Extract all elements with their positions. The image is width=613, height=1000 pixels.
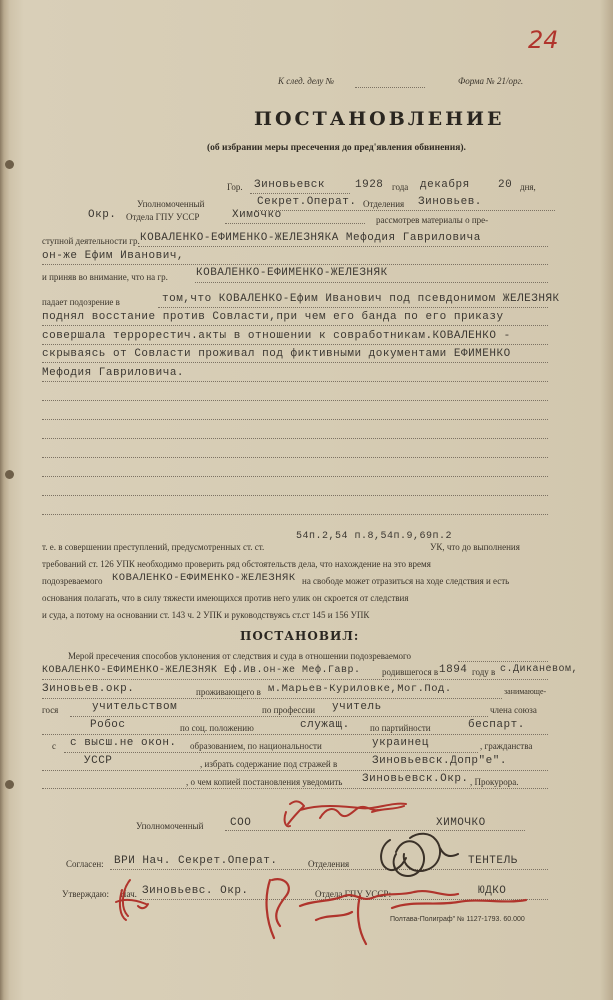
agree-department-label: Отделения <box>308 859 350 869</box>
party-label: по партийности <box>370 723 431 733</box>
document-subtitle: (об избрании меры пресечения до пред'явления обвинения). <box>207 143 466 153</box>
approve-gpu-label: Отдела ГПУ УССР: <box>315 889 392 899</box>
day-word: дня, <box>520 182 536 192</box>
crime-text: т. е. в совершении преступлений, предусмотренных ст. ст. <box>42 542 265 552</box>
activity-label: ступной деятельности гр. <box>42 236 140 246</box>
measure-intro: Мерой пресечения способов уклонения от следствия и суда в отношении подозреваемого <box>68 651 412 661</box>
approve-position: Нач. <box>120 889 137 899</box>
nationality-value: украинец <box>372 737 429 749</box>
party-value: беспарт. <box>468 719 525 731</box>
social-label: по соц. положению <box>180 723 254 733</box>
born-label: родившегося в <box>382 667 439 677</box>
department-label: Отделения <box>363 199 405 209</box>
body-line: требований ст. 126 УПК необходимо проверить ряд обстоятельств дела, что нахождение на это время <box>42 559 431 569</box>
born-place: с.Диканевом, <box>500 664 579 675</box>
citizenship-label: , гражданства <box>480 741 533 751</box>
considered-text: рассмотрев материалы о пре- <box>376 215 489 225</box>
official-signature-ink <box>285 801 406 826</box>
prosecutor-value: Зиновьевск.Окр. <box>362 773 469 785</box>
body-line-name: КОВАЛЕНКО-ЕФИМЕНКО-ЖЕЛЕЗНЯК <box>112 572 296 584</box>
signature-official-name: ХИМОЧКО <box>436 817 486 829</box>
agree-name: ТЕНТЕЛЬ <box>468 855 518 867</box>
body-line-suffix: на свободе может отразиться на ходе следствия и есть <box>302 576 510 586</box>
suspicion-line: скрываясь от Совласти проживал под фиктивными документами ЕФИМЕНКО <box>42 348 511 360</box>
year-value: 1928 <box>355 179 384 191</box>
official-position: Секрет.Операт. <box>257 196 357 208</box>
prosecutor-label: , Прокурора. <box>470 777 519 787</box>
agree-department: Секрет.Операт. <box>178 855 278 867</box>
city-prefix: Гор. <box>227 182 243 192</box>
education-label: образованием, по национальности <box>190 741 322 751</box>
union-value: Робос <box>90 719 126 731</box>
suspicion-line: поднял восстание против Совласти,при чем его банда по его приказу <box>42 311 504 323</box>
agree-position: ВРИ Нач. <box>114 855 171 867</box>
profession-value: учитель <box>332 701 382 713</box>
citizenship-value: УССР <box>84 755 113 767</box>
social-value: служащ. <box>300 719 350 731</box>
crime-articles: 54п.2,54 п.8,54п.9,69п.2 <box>296 531 453 542</box>
body-line-prefix: подозреваемого <box>42 576 103 586</box>
profession-label: по профессии <box>262 705 316 715</box>
living-place: м.Марьев-Куриловке,Мог.Под. <box>268 683 452 695</box>
born-year: 1894 <box>439 664 468 676</box>
living-label: проживающего в <box>196 687 261 697</box>
education-value: с высш.не окон. <box>70 737 177 749</box>
city-value: Зиновьевск <box>254 179 326 191</box>
approve-okr: Зиновьевс. Окр. <box>142 885 249 897</box>
suspicion-line: том,что КОВАЛЕНКО-Ефим Иванович под псевдонимом ЖЕЛЕЗНЯК <box>162 293 560 305</box>
education-prefix: с <box>52 741 56 751</box>
decided-heading: ПОСТАНОВИЛ: <box>240 629 360 643</box>
approve-label: Утверждаю: <box>62 889 110 899</box>
document-title: ПОСТАНОВЛЕНИЕ <box>254 108 505 130</box>
signature-official-dept: СОО <box>230 817 252 829</box>
occupied-label: занимающе- <box>504 687 547 696</box>
margin-red-mark <box>116 880 148 920</box>
gpu-label: Отдела ГПУ УССР <box>126 212 200 222</box>
gos-label: гося <box>42 705 59 715</box>
select-text: , избрать содержание под стражей в <box>200 759 338 769</box>
case-number-label: К след. делу № <box>278 76 335 86</box>
prison-value: Зиновьевск.Допр"е". <box>372 755 507 767</box>
department-value: Зиновьев. <box>418 196 482 208</box>
agree-label: Согласен: <box>66 859 104 869</box>
measure-okr: Зиновьев.окр. <box>42 683 135 695</box>
given-label: и приняв во внимание, что на гр. <box>42 272 168 282</box>
signature-official-label: Уполномоченный <box>136 821 204 831</box>
year-in-label: году в <box>472 667 496 677</box>
month-value: декабря <box>420 179 470 191</box>
corner-page-number: 24 <box>528 26 559 54</box>
union-label: члена союза <box>490 705 537 715</box>
crime-upk: УК, что до выполнения <box>430 542 520 552</box>
officer-name: Химочко <box>232 209 282 221</box>
suspicion-line: Мефодия Гавриловича. <box>42 367 185 379</box>
notify-text: , о чем копией постановления уведомить <box>186 777 343 787</box>
approve-name: ЮДКО <box>478 885 507 897</box>
job-value: учительством <box>92 701 178 713</box>
day-value: 20 <box>498 179 513 191</box>
suspicion-line: совершала террорестич.акты в отношении к совработникам.КОВАЛЕНКО - <box>42 330 511 342</box>
official-label: Уполномоченный <box>137 199 205 209</box>
suspicion-label: падает подозрение в <box>42 297 120 307</box>
body-line: основания полагать, что в силу тяжести имеющихся против него улик он скроется от следствия <box>42 593 409 603</box>
measure-name: КОВАЛЕНКО-ЕФИМЕНКО-ЖЕЛЕЗНЯК Еф.Ив.он-же Меф.Гавр. <box>42 665 361 676</box>
year-word: года <box>392 182 409 192</box>
printer-imprint: Полтава-Полиграф" № 1127-1793. 60.000 <box>390 916 525 923</box>
tentel-signature-ink <box>381 834 458 876</box>
form-number-label: Форма № 21/орг. <box>458 76 524 86</box>
suspect-name-1: КОВАЛЕНКО-ЕФИМЕНКО-ЖЕЛЕЗНЯКА Мефодия Гавриловича <box>140 232 481 244</box>
okr-label: Окр. <box>88 209 117 221</box>
given-name: КОВАЛЕНКО-ЕФИМЕНКО-ЖЕЛЕЗНЯК <box>196 267 388 279</box>
approval-signature-ink <box>267 879 526 944</box>
body-line: и суда, а потому на основании ст. 143 ч. 2 УПК и руководствуясь ст.ст 145 и 156 УПК <box>42 610 370 620</box>
suspect-name-2: он-же Ефим Иванович, <box>42 250 185 262</box>
